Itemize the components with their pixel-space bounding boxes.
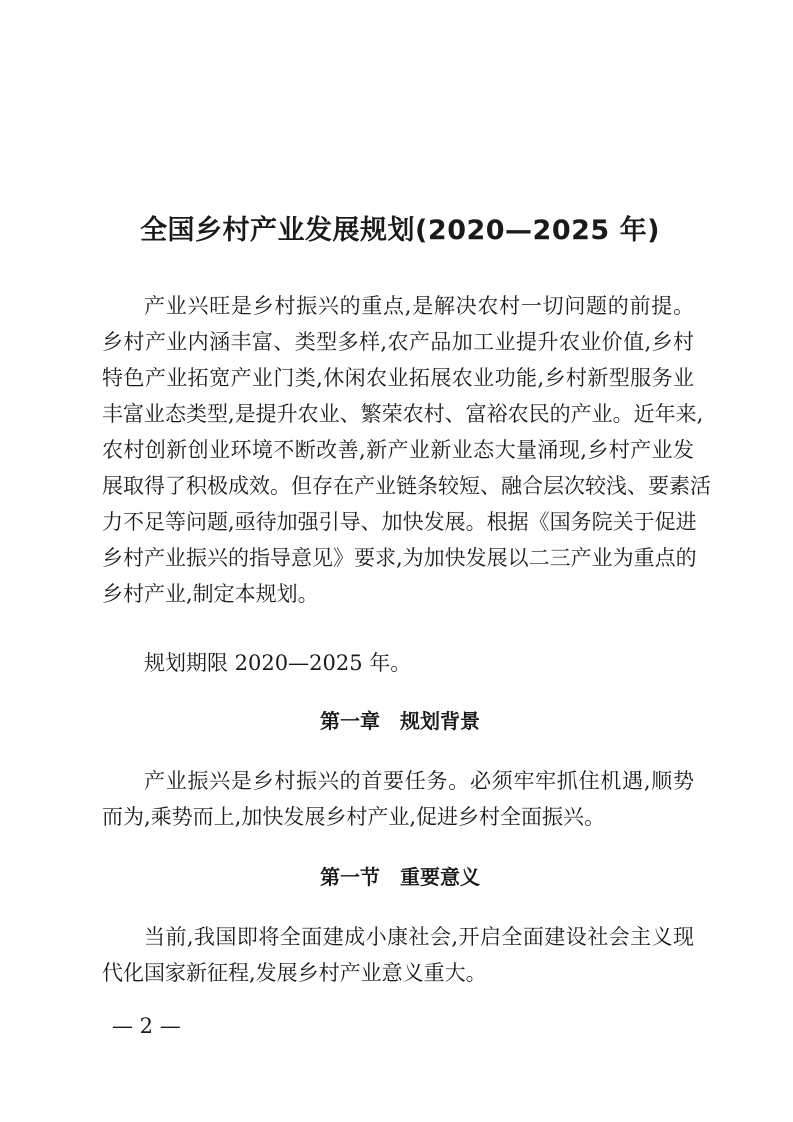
intro-line: 农村创新创业环境不断改善,新产业新业态大量涌现,乡村产业发 xyxy=(102,438,694,462)
document-title: 全国乡村产业发展规划(2020—2025 年) xyxy=(140,215,660,246)
period-line: 规划期限 2020—2025 年。 xyxy=(144,651,412,675)
section-line: 当前,我国即将全面建成小康社会,开启全面建设社会主义现 xyxy=(144,925,694,949)
intro-line: 展取得了积极成效。但存在产业链条较短、融合层次较浅、要素活 xyxy=(102,474,711,498)
chapter-line: 而为,乘势而上,加快发展乡村产业,促进乡村全面振兴。 xyxy=(102,805,606,829)
intro-line: 产业兴旺是乡村振兴的重点,是解决农村一切问题的前提。 xyxy=(144,294,694,318)
section-heading: 第一节 重要意义 xyxy=(320,865,480,889)
intro-line: 乡村产业,制定本规划。 xyxy=(102,582,319,606)
intro-line: 乡村产业内涵丰富、类型多样,农产品加工业提升农业价值,乡村 xyxy=(102,330,694,354)
intro-line: 特色产业拓宽产业门类,休闲农业拓展农业功能,乡村新型服务业 xyxy=(102,366,694,390)
section-line: 代化国家新征程,发展乡村产业意义重大。 xyxy=(102,961,487,985)
intro-line: 力不足等问题,亟待加强引导、加快发展。根据《国务院关于促进 xyxy=(102,510,697,534)
intro-line: 丰富业态类型,是提升农业、繁荣农村、富裕农民的产业。近年来, xyxy=(102,402,704,426)
chapter-line: 产业振兴是乡村振兴的首要任务。必须牢牢抓住机遇,顺势 xyxy=(144,769,694,793)
chapter-heading: 第一章 规划背景 xyxy=(320,709,480,733)
intro-line: 乡村产业振兴的指导意见》要求,为加快发展以二三产业为重点的 xyxy=(102,546,697,570)
page-number: — 2 — xyxy=(112,1014,181,1038)
